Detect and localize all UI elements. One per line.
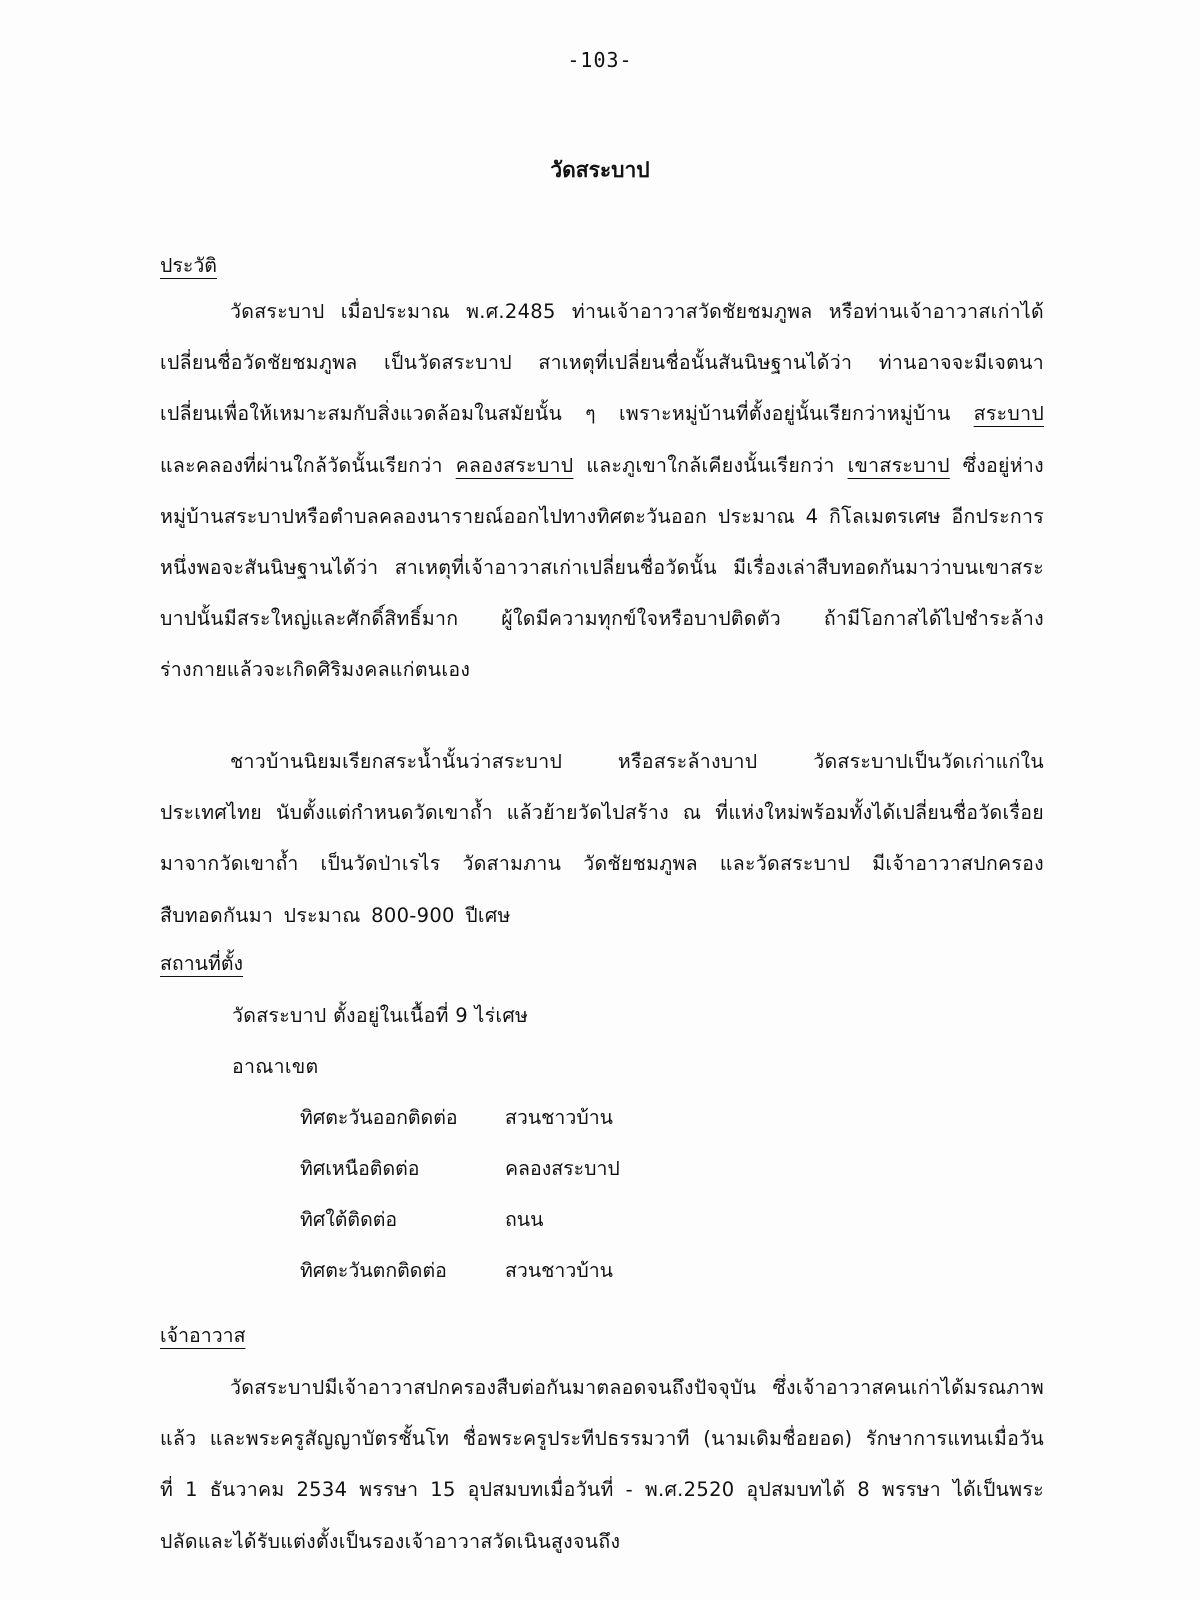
- history-text-c: และภูเขาใกล้เคียงนั้นเรียกว่า: [573, 453, 848, 477]
- boundary-row-east: [300, 1102, 613, 1133]
- history-text-d: ซึ่งอยู่ห่างหมู่บ้านสระบาปหรือตำบลคลองนารายณ์ออกไปทางทิศตะวันออก ประมาณ 4 กิโลเมตรเศษ อีกประการหนึ่งพอจะสันนิษฐานได้ว่า สาเหตุที่เจ้าอาวาสเก่าเปลี่ยนชื่อวัดนั้น มีเรื่องเล่าสืบทอดกันมาว่าบนเขาสระบาปนั้นมีสระใหญ่และศักดิ์สิทธิ์มาก ผู้ใดมีความทุกข์ใจหรือบาปติดตัว ถ้ามีโอกาสได้ไปชำระล้างร่างกายแล้วจะเกิดศิริมงคลแก่ตนเอง: [160, 453, 1044, 682]
- boundary-direction: ทิศตะวันตกติดต่อ: [300, 1259, 447, 1282]
- boundary-value: ถนน: [505, 1208, 544, 1231]
- area-text: วัดสระบาป ตั้งอยู่ในเนื้อที่ 9 ไร่เศษ: [232, 1004, 529, 1027]
- history-paragraph-2-text: ชาวบ้านนิยมเรียกสระน้ำนั้นว่าสระบาป หรือสระล้างบาป วัดสระบาปเป็นวัดเก่าแก่ในประเทศไทย นับตั้งแต่กำหนดวัดเขาถ้ำ แล้วย้ายวัดไปสร้าง ณ ที่แห่งใหม่พร้อมทั้งได้เปลี่ยนชื่อวัดเรื่อยมาจากวัดเขาถ้ำ เป็นวัดป่าเรไร วัดสามภาน วัดชัยชมภูพล และวัดสระบาป มีเจ้าอาวาสปกครองสืบทอดกันมา ประมาณ 800-900 ปีเศษ: [160, 750, 1044, 927]
- page-number: -103-: [567, 48, 633, 72]
- boundary-value: สวนชาวบ้าน: [505, 1106, 613, 1129]
- boundary-row-west: [300, 1255, 613, 1286]
- boundary-row-north: [300, 1153, 620, 1184]
- boundary-label: อาณาเขต: [232, 1055, 319, 1078]
- history-paragraph-1: [160, 286, 1044, 696]
- history-text-a: วัดสระบาป เมื่อประมาณ พ.ศ.2485 ท่านเจ้าอาวาสวัดชัยชมภูพล หรือท่านเจ้าอาวาสเก่าได้เปลี่ยนชื่อวัดชัยชมภูพล เป็นวัดสระบาป สาเหตุที่เปลี่ยนชื่อนั้นสันนิษฐานได้ว่า ท่านอาจจะมีเจตนาเปลี่ยนเพื่อให้เหมาะสมกับสิ่งแวดล้อมในสมัยนั้น ๆ เพราะหมู่บ้านที่ตั้งอยู่นั้นเรียกว่าหมู่บ้าน: [160, 300, 1044, 426]
- history-paragraph-2: [160, 736, 1044, 941]
- abbot-paragraph: [160, 1362, 1044, 1567]
- underlined-term-mountain: เขาสระบาป: [847, 453, 950, 477]
- page-title: วัดสระบาป: [550, 158, 650, 182]
- boundary-direction: ทิศตะวันออกติดต่อ: [300, 1106, 458, 1129]
- abbot-heading: เจ้าอาวาส: [160, 1324, 246, 1347]
- boundary-direction: ทิศใต้ติดต่อ: [300, 1208, 398, 1231]
- boundary-value: คลองสระบาป: [505, 1157, 620, 1180]
- boundary-value: สวนชาวบ้าน: [505, 1259, 613, 1282]
- abbot-paragraph-text: วัดสระบาปมีเจ้าอาวาสปกครองสืบต่อกันมาตลอดจนถึงปัจจุบัน ซึ่งเจ้าอาวาสคนเก่าได้มรณภาพแล้ว และพระครูสัญญาบัตรชั้นโท ชื่อพระครูประทีปธรรมวาที (นามเดิมชื่อยอด) รักษาการแทนเมื่อวันที่ 1 ธันวาคม 2534 พรรษา 15 อุปสมบทเมื่อวันที่ - พ.ศ.2520 อุปสมบทได้ 8 พรรษา ได้เป็นพระปลัดและได้รับแต่งตั้งเป็นรองเจ้าอาวาสวัดเนินสูงจนถึง: [160, 1376, 1044, 1553]
- underlined-term-canal: คลองสระบาป: [455, 453, 574, 477]
- history-text-b: และคลองที่ผ่านใกล้วัดนั้นเรียกว่า: [160, 453, 456, 477]
- location-heading: สถานที่ตั้ง: [160, 952, 244, 975]
- history-heading: ประวัติ: [160, 254, 217, 277]
- boundary-row-south: [300, 1204, 543, 1235]
- boundary-direction: ทิศเหนือติดต่อ: [300, 1157, 420, 1180]
- underlined-term-village: สระบาป: [973, 402, 1044, 426]
